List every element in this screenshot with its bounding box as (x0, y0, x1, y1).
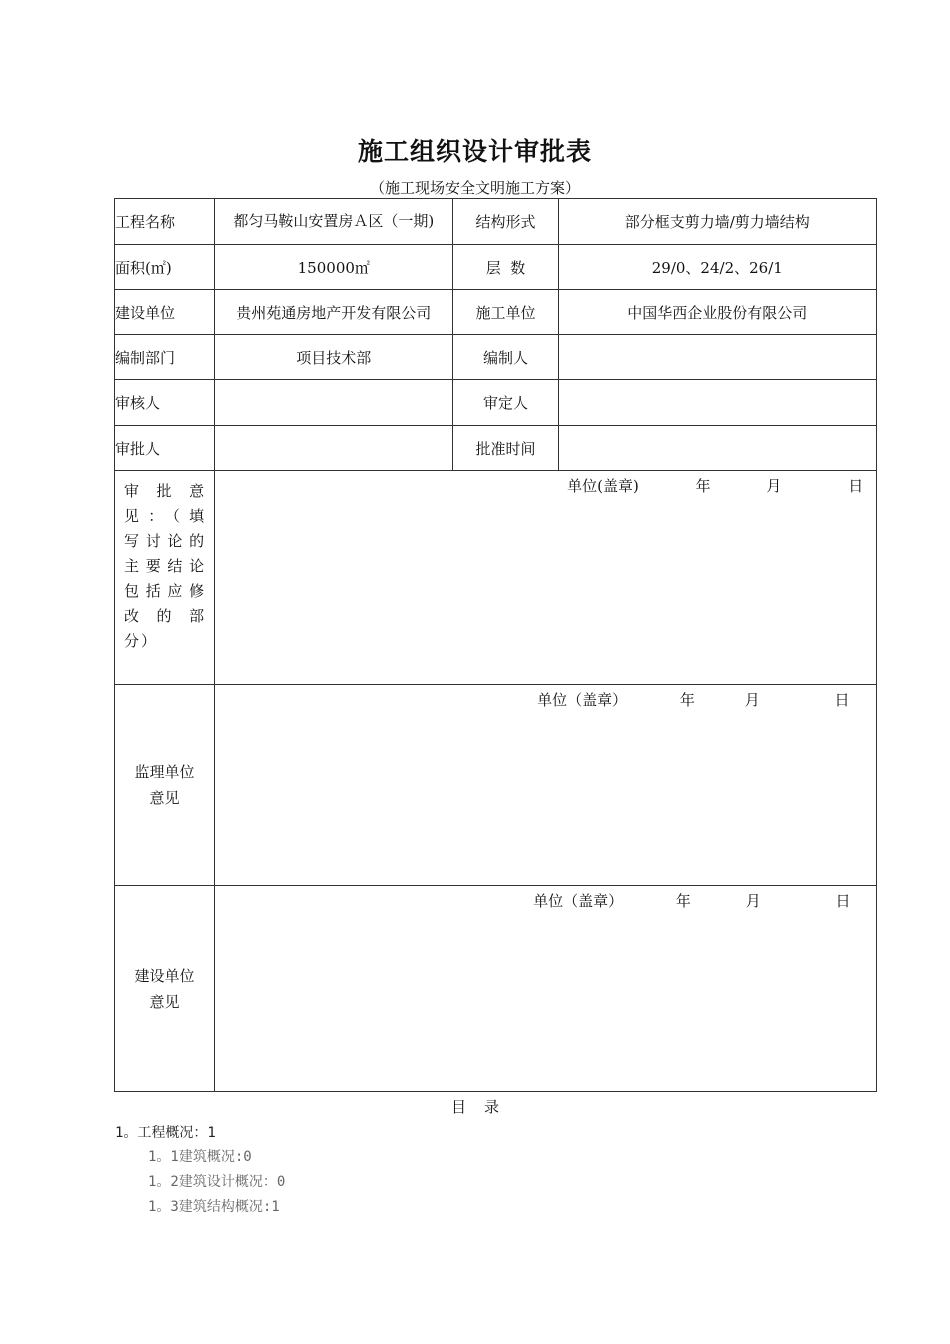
compiler-value (558, 335, 876, 380)
document-subtitle: （施工现场安全文明施工方案） (369, 179, 580, 197)
approval-form-table (114, 198, 877, 1092)
stamp-year: 年 (675, 892, 691, 910)
approval-opinion-label-line: 包括应修 (124, 582, 207, 600)
supervision-label-line: 监理单位 (134, 763, 195, 781)
table-row (115, 685, 877, 886)
stamp-unit: 单位（盖章） (533, 892, 624, 910)
stamp-year: 年 (679, 691, 695, 709)
dept-value: 项目技术部 (215, 335, 453, 380)
approver-value (215, 426, 453, 471)
toc-item[interactable]: 1。3建筑结构概况:1 (148, 1199, 280, 1215)
stamp-day: 日 (848, 477, 864, 495)
builder-opinion-label (115, 886, 215, 1092)
approval-opinion-label-line: 主要结论 (124, 557, 207, 575)
reviewer-value (215, 380, 453, 426)
supervision-opinion-label (115, 685, 215, 886)
area-label: 面积(㎡) (115, 245, 215, 290)
approval-time-value (558, 426, 876, 471)
builder-label: 建设单位 (115, 290, 215, 335)
builder-opinion-label-line: 建设单位 (134, 966, 195, 985)
approval-time-label: 批准时间 (453, 426, 558, 471)
toc-item[interactable]: 1。工程概况：1 (115, 1125, 216, 1141)
document-title: 施工组织设计审批表 (357, 137, 592, 166)
floors-label: 层 数 (453, 245, 558, 290)
supervision-label-line: 意见 (149, 789, 180, 807)
structure-value: 部分框支剪力墙/剪力墙结构 (558, 199, 876, 245)
table-row (115, 426, 877, 471)
stamp-unit: 单位（盖章） (537, 691, 628, 709)
stamp-year: 年 (695, 477, 711, 495)
table-row (115, 380, 877, 426)
table-row (115, 199, 877, 245)
approval-opinion-label (115, 471, 215, 685)
stamp-line (533, 890, 850, 911)
compiler-label: 编制人 (453, 335, 558, 380)
table-row (115, 290, 877, 335)
stamp-line (567, 475, 863, 496)
approval-opinion-field[interactable] (215, 471, 877, 685)
approval-opinion-label-line: 见：（填 (124, 507, 207, 525)
dept-label: 编制部门 (115, 335, 215, 380)
structure-label: 结构形式 (453, 199, 558, 245)
toc-title: 目录 (450, 1098, 517, 1116)
builder-value: 贵州苑通房地产开发有限公司 (215, 290, 453, 335)
approval-opinion-label-line: 分） (124, 632, 159, 650)
area-value: 150000㎡ (215, 245, 453, 290)
stamp-month: 月 (766, 477, 782, 495)
builder-opinion-field[interactable] (215, 886, 877, 1092)
toc-item[interactable]: 1。2建筑设计概况：0 (148, 1174, 286, 1190)
stamp-month: 月 (745, 892, 761, 910)
stamp-day: 日 (834, 691, 850, 709)
contractor-label: 施工单位 (453, 290, 558, 335)
stamp-unit: 单位(盖章) (567, 477, 639, 495)
approval-opinion-label-line: 写讨论的 (124, 532, 207, 550)
project-name-value: 都匀马鞍山安置房Ａ区（一期) (215, 199, 453, 245)
table-row (115, 471, 877, 685)
table-row (115, 335, 877, 380)
approval-opinion-label-line: 改 的 部 (124, 607, 207, 625)
verifier-label: 审定人 (453, 380, 558, 426)
contractor-value: 中国华西企业股份有限公司 (558, 290, 876, 335)
reviewer-label: 审核人 (115, 380, 215, 426)
stamp-day: 日 (835, 892, 851, 910)
floors-value: 29/0、24/2、26/1 (558, 245, 876, 290)
approver-label: 审批人 (115, 426, 215, 471)
builder-opinion-label-line: 意见 (149, 992, 180, 1011)
verifier-value (558, 380, 876, 426)
project-name-label: 工程名称 (115, 199, 215, 245)
table-row (115, 886, 877, 1092)
approval-opinion-label-line: 审 批 意 (124, 482, 207, 500)
table-row (115, 245, 877, 290)
stamp-line (537, 689, 849, 710)
toc-item[interactable]: 1。1建筑概况:0 (148, 1149, 252, 1165)
stamp-month: 月 (744, 691, 760, 709)
supervision-opinion-field[interactable] (215, 685, 877, 886)
